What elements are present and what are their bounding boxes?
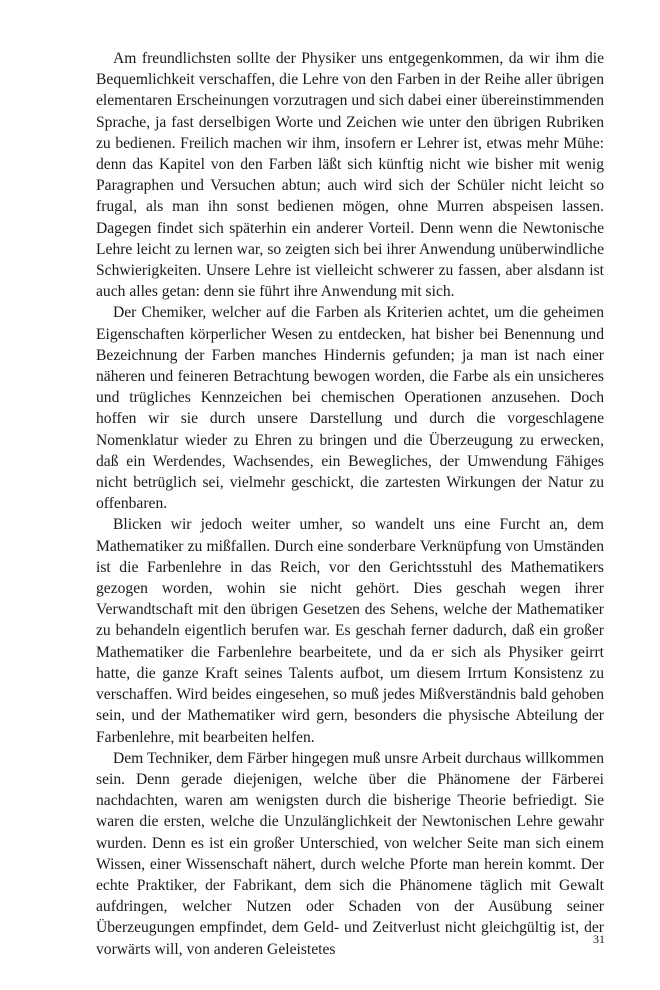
page-number: 31: [593, 932, 605, 946]
paragraph-chemist: Der Chemiker, welcher auf die Farben als Kriterien achtet, um die geheimen Eigenschaften körperlicher Wesen zu entdecken, hat bisher bei Benennung und Bezeichnung der Farben manches Hindernis gefunden; ja man ist nach einer näheren und feineren Betrachtung bewogen worden, die Farbe als ein unsicheres und trügliches Kennzeichen bei chemischen Operationen anzusehen. Doch hoffen wir sie durch unsere Darstellung und durch die vorgeschlagene Nomenklatur wieder zu Ehren zu bringen und die Überzeugung zu erwecken, daß ein Werdendes, Wachsendes, ein Bewegliches, der Umwendung Fähiges nicht betrüglich sei, vielmehr geschickt, die zartesten Wirkungen der Natur zu offenbaren.: [96, 304, 604, 513]
body-text: [96, 48, 604, 960]
paragraph-technician: Dem Techniker, dem Färber hingegen muß unsre Arbeit durchaus willkommen sein. Denn gerade diejenigen, welche über die Phänomene der Färberei nachdachten, waren am wenigsten durch die bisherige Theorie befriedigt. Sie waren die ersten, welche die Unzulänglichkeit der Newtonischen Lehre gewahr wurden. Denn es ist ein großer Unterschied, von welcher Seite man sich einem Wissen, einer Wissenschaft nähert, durch welche Pforte man herein kommt. Der echte Praktiker, der Fabrikant, dem sich die Phänomene täglich mit Gewalt aufdringen, welcher Nutzen oder Schaden von der Ausübung seiner Überzeugungen empfindet, dem Geld- und Zeitverlust nicht gleichgültig ist, der vorwärts will, von anderen Geleistetes: [96, 749, 604, 958]
paragraph-physicist: Am freundlichsten sollte der Physiker uns entgegenkommen, da wir ihm die Bequemlichkeit verschaffen, die Lehre von den Farben in der Reihe aller übrigen elementaren Erscheinungen vorzutragen und sich dabei einer übereinstimmenden Sprache, ja fast derselbigen Worte und Zeichen wie unter den übrigen Rubriken zu bedienen. Freilich machen wir ihm, insofern er Lehrer ist, etwas mehr Mühe: denn das Kapitel von den Farben läßt sich künftig nicht wie bisher mit wenig Paragraphen und Versuchen abtun; auch wird sich der Schüler nicht leicht so frugal, als man ihn sonst bedienen mögen, ohne Murren abspeisen lassen. Dagegen findet sich späterhin ein anderer Vorteil. Denn wenn die Newtonische Lehre leicht zu lernen war, so zeigten sich bei ihrer Anwendung unüberwindliche Schwierigkeiten. Unsere Lehre ist vielleicht schwerer zu fassen, aber alsdann ist auch alles getan: denn sie führt ihre Anwendung mit sich.: [96, 50, 604, 301]
paragraph-mathematician: Blicken wir jedoch weiter umher, so wandelt uns eine Furcht an, dem Mathematiker zu mißfallen. Durch eine sonderbare Verknüpfung von Umständen ist die Farbenlehre in das Reich, vor den Gerichtsstuhl des Mathematikers gezogen worden, wohin sie nicht gehört. Dies geschah wegen ihrer Verwandtschaft mit den übrigen Gesetzen des Sehens, welche der Mathematiker zu behandeln eigentlich berufen war. Es geschah ferner dadurch, daß ein großer Mathematiker die Farbenlehre bearbeitete, und da er sich als Physiker geirrt hatte, die ganze Kraft seines Talents aufbot, um diesem Irrtum Konsistenz zu verschaffen. Wird beides eingesehen, so muß jedes Mißverständnis bald gehoben sein, und der Mathematiker wird gern, besonders die physische Abteilung der Farbenlehre, mit bearbeiten helfen.: [96, 516, 604, 746]
